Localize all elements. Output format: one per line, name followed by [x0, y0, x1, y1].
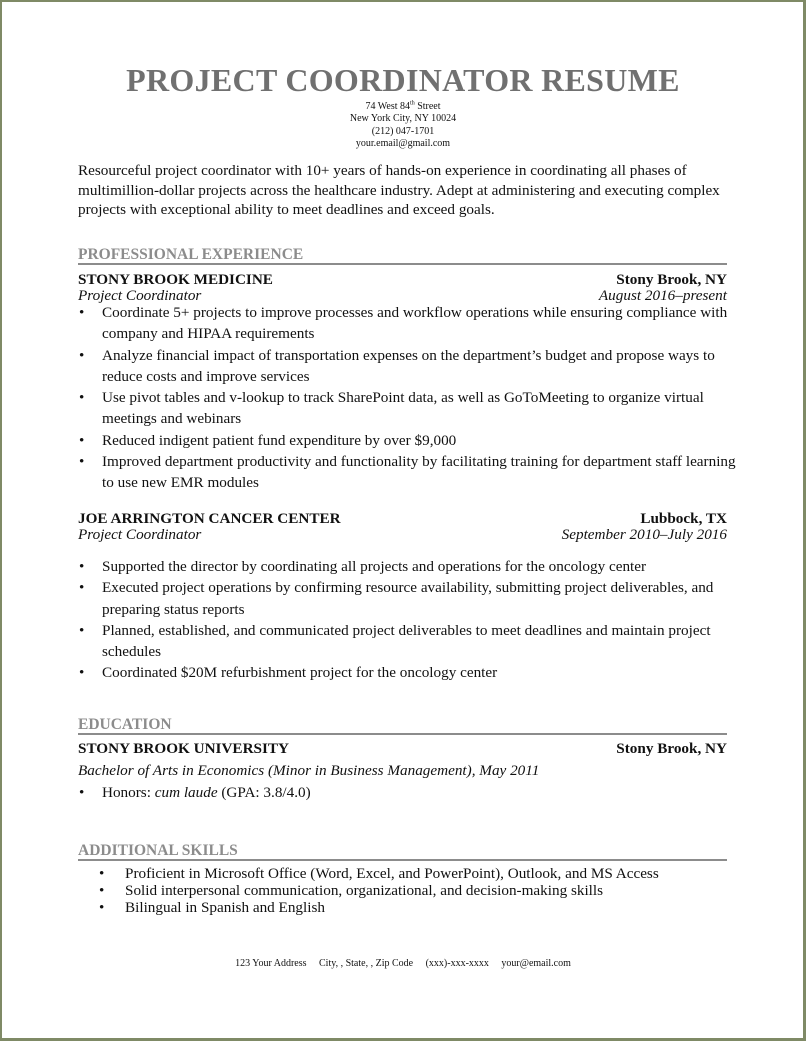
job-role-row-2: [78, 526, 727, 543]
section-heading-education: EDUCATION: [78, 716, 727, 735]
section-heading-experience: PROFESSIONAL EXPERIENCE: [78, 246, 727, 265]
list-item: • Reduced indigent patient fund expenditure by over $9,000: [78, 430, 738, 451]
bullet-icon: •: [79, 664, 85, 682]
list-item: • Coordinate 5+ projects to improve processes and workflow operations while ensuring compliance with company and HIPAA requirements: [79, 304, 728, 343]
section-heading-skills: ADDITIONAL SKILLS: [78, 842, 727, 861]
footer-contact: [0, 958, 806, 969]
bullet-icon: •: [79, 431, 85, 449]
list-item: • Bilingual in Spanish and English: [99, 898, 325, 916]
list-item: • Coordinated $20M refurbishment project for the oncology center: [78, 662, 738, 683]
school-location: Stony Brook, NY: [616, 740, 727, 757]
job-dates: August 2016–present: [598, 287, 727, 304]
contact-block: [0, 101, 806, 150]
job-bullets-2: [78, 556, 738, 684]
bullet-icon: •: [99, 881, 105, 899]
footer-email: your@email.com: [501, 958, 571, 969]
skills-list: [99, 866, 739, 916]
bullet-icon: •: [99, 898, 105, 916]
bullet-icon: •: [79, 453, 85, 471]
job-role: Project Coordinator: [78, 526, 202, 543]
list-item: • Analyze financial impact of transportation expenses on the department’s budget and propose ways to reduce costs and improve services: [79, 346, 715, 385]
bullet-icon: •: [79, 389, 85, 407]
list-item: • Planned, established, and communicated project deliverables to meet deadlines and maintain project schedules: [79, 621, 711, 661]
bullet-icon: •: [79, 579, 85, 597]
employer-name: STONY BROOK MEDICINE: [78, 271, 273, 288]
footer-city: City, , State, , Zip Code: [319, 958, 414, 969]
bullet-icon: •: [79, 346, 85, 364]
job-location: Lubbock, TX: [640, 510, 727, 527]
education-header: [78, 740, 727, 757]
bullet-icon: •: [79, 558, 85, 575]
job-dates: September 2010–July 2016: [561, 526, 727, 543]
job-bullets-1: [78, 302, 738, 494]
bullet-icon: •: [99, 865, 105, 882]
degree-row: [78, 762, 727, 779]
contact-street: 74 West 84th Street: [365, 100, 441, 112]
list-item: • Honors: cum laude (GPA: 3.8/4.0): [78, 782, 738, 803]
footer-address: 123 Your Address: [235, 958, 307, 969]
job-location: Stony Brook, NY: [616, 271, 727, 288]
job-role: Project Coordinator: [78, 287, 202, 304]
list-item: • Solid interpersonal communication, organizational, and decision-making skills: [99, 881, 604, 899]
contact-phone: (212) 047-1701: [371, 125, 435, 137]
contact-city: New York City, NY 10024: [349, 113, 457, 125]
bullet-icon: •: [79, 784, 85, 801]
bullet-icon: •: [79, 621, 85, 639]
list-item: • Proficient in Microsoft Office (Word, Excel, and PowerPoint), Outlook, and MS Access: [99, 865, 659, 882]
school-name: STONY BROOK UNIVERSITY: [78, 740, 289, 757]
resume-title: PROJECT COORDINATOR RESUME: [126, 62, 680, 98]
summary-paragraph: Resourceful project coordinator with 10+ years of hands-on experience in coordinating all phases of multimillion-dollar projects across the healthcare industry. Adept at administering and executing complex projects with exceptional ability to meet deadlines and exceed goals.: [78, 162, 720, 218]
contact-email: your.email@gmail.com: [355, 137, 451, 149]
list-item: • Improved department productivity and functionality by facilitating training for department staff learning to use new EMR modules: [79, 453, 736, 492]
job-header-1: [78, 271, 727, 288]
list-item: • Use pivot tables and v-lookup to track SharePoint data, as well as GoToMeeting to organize virtual meetings and webinars: [79, 389, 704, 428]
bullet-icon: •: [79, 304, 85, 321]
degree: Bachelor of Arts in Economics (Minor in Business Management), May 2011: [78, 762, 540, 779]
education-bullets: [78, 782, 738, 803]
list-item: • Executed project operations by confirming resource availability, submitting project deliverables, and preparing status reports: [79, 579, 714, 618]
list-item: • Supported the director by coordinating all projects and operations for the oncology center: [78, 556, 738, 577]
employer-name: JOE ARRINGTON CANCER CENTER: [78, 510, 341, 527]
footer-phone: (xxx)-xxx-xxxx: [425, 958, 489, 969]
job-header-2: [78, 510, 727, 527]
